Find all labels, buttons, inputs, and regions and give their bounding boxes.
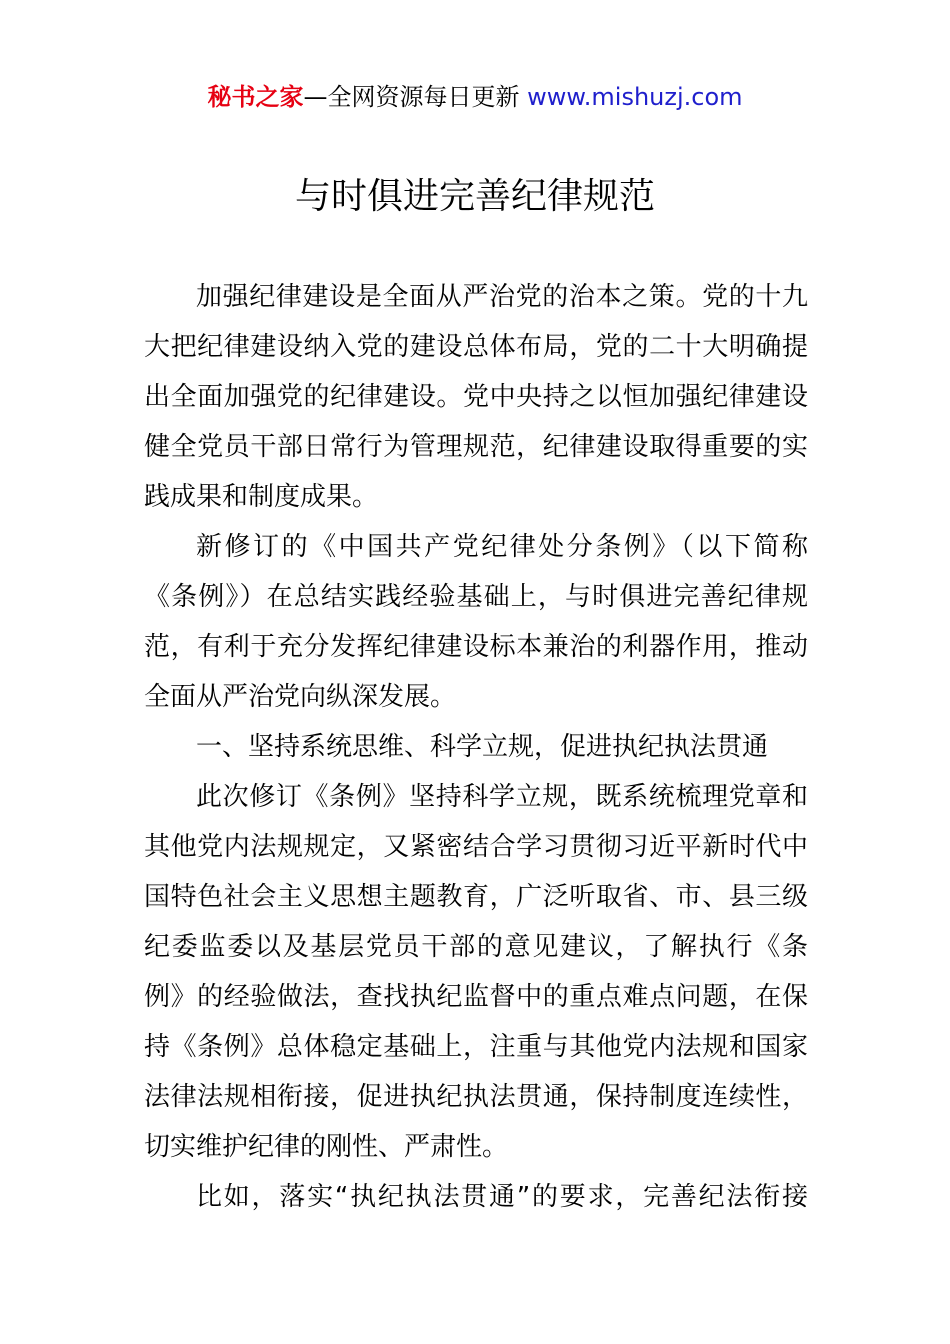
- paragraph-2-line-4: 全面从严治党向纵深发展。: [144, 682, 457, 712]
- document-body: [144, 272, 808, 1222]
- paragraph-3-line-4: 纪委监委以及基层党员干部的意见建议，了解执行《条: [144, 932, 808, 962]
- paragraph-3-line-2: 其他党内法规规定，又紧密结合学习贯彻习近平新时代中: [144, 832, 808, 862]
- paragraph-3-line-8: 切实维护纪律的刚性、严肃性。: [144, 1132, 509, 1162]
- header-tagline: —全网资源每日更新: [303, 83, 528, 111]
- paragraph-2-line-2: 《条例》）在总结实践经验基础上，与时俱进完善纪律规: [144, 582, 808, 612]
- paragraph-1-line-5: 践成果和制度成果。: [144, 482, 379, 512]
- paragraph-3-line-1: 此次修订《条例》坚持科学立规，既系统梳理党章和: [196, 782, 808, 812]
- site-url-link[interactable]: www.mishuzj.com: [527, 83, 743, 111]
- paragraph-1-line-3: 出全面加强党的纪律建设。党中央持之以恒加强纪律建设: [144, 382, 808, 412]
- paragraph-3-line-6: 持《条例》总体稳定基础上，注重与其他党内法规和国家: [144, 1032, 808, 1062]
- paragraph-2-line-1: 新修订的《中国共产党纪律处分条例》（以下简称: [196, 532, 808, 562]
- section-heading-1: 一、坚持系统思维、科学立规，促进执纪执法贯通: [196, 732, 769, 762]
- paragraph-1-line-2: 大把纪律建设纳入党的建设总体布局，党的二十大明确提: [144, 332, 808, 362]
- paragraph-1-line-4: 健全党员干部日常行为管理规范，纪律建设取得重要的实: [144, 432, 808, 462]
- paragraph-3-line-3: 国特色社会主义思想主题教育，广泛听取省、市、县三级: [144, 882, 808, 912]
- paragraph-3-line-7: 法律法规相衔接，促进执纪执法贯通，保持制度连续性，: [144, 1082, 808, 1112]
- paragraph-1-line-1: 加强纪律建设是全面从严治党的治本之策。党的十九: [196, 282, 808, 312]
- paragraph-3-line-5: 例》的经验做法，查找执纪监督中的重点难点问题，在保: [144, 982, 808, 1012]
- paragraph-2-line-3: 范，有利于充分发挥纪律建设标本兼治的利器作用，推动: [144, 632, 808, 662]
- paragraph-4-line-1: 比如，落实“执纪执法贯通”的要求，完善纪法衔接: [196, 1182, 808, 1212]
- document-title: 与时俱进完善纪律规范: [294, 176, 655, 217]
- brand-name: 秘书之家: [207, 83, 304, 111]
- site-header: [0, 80, 950, 114]
